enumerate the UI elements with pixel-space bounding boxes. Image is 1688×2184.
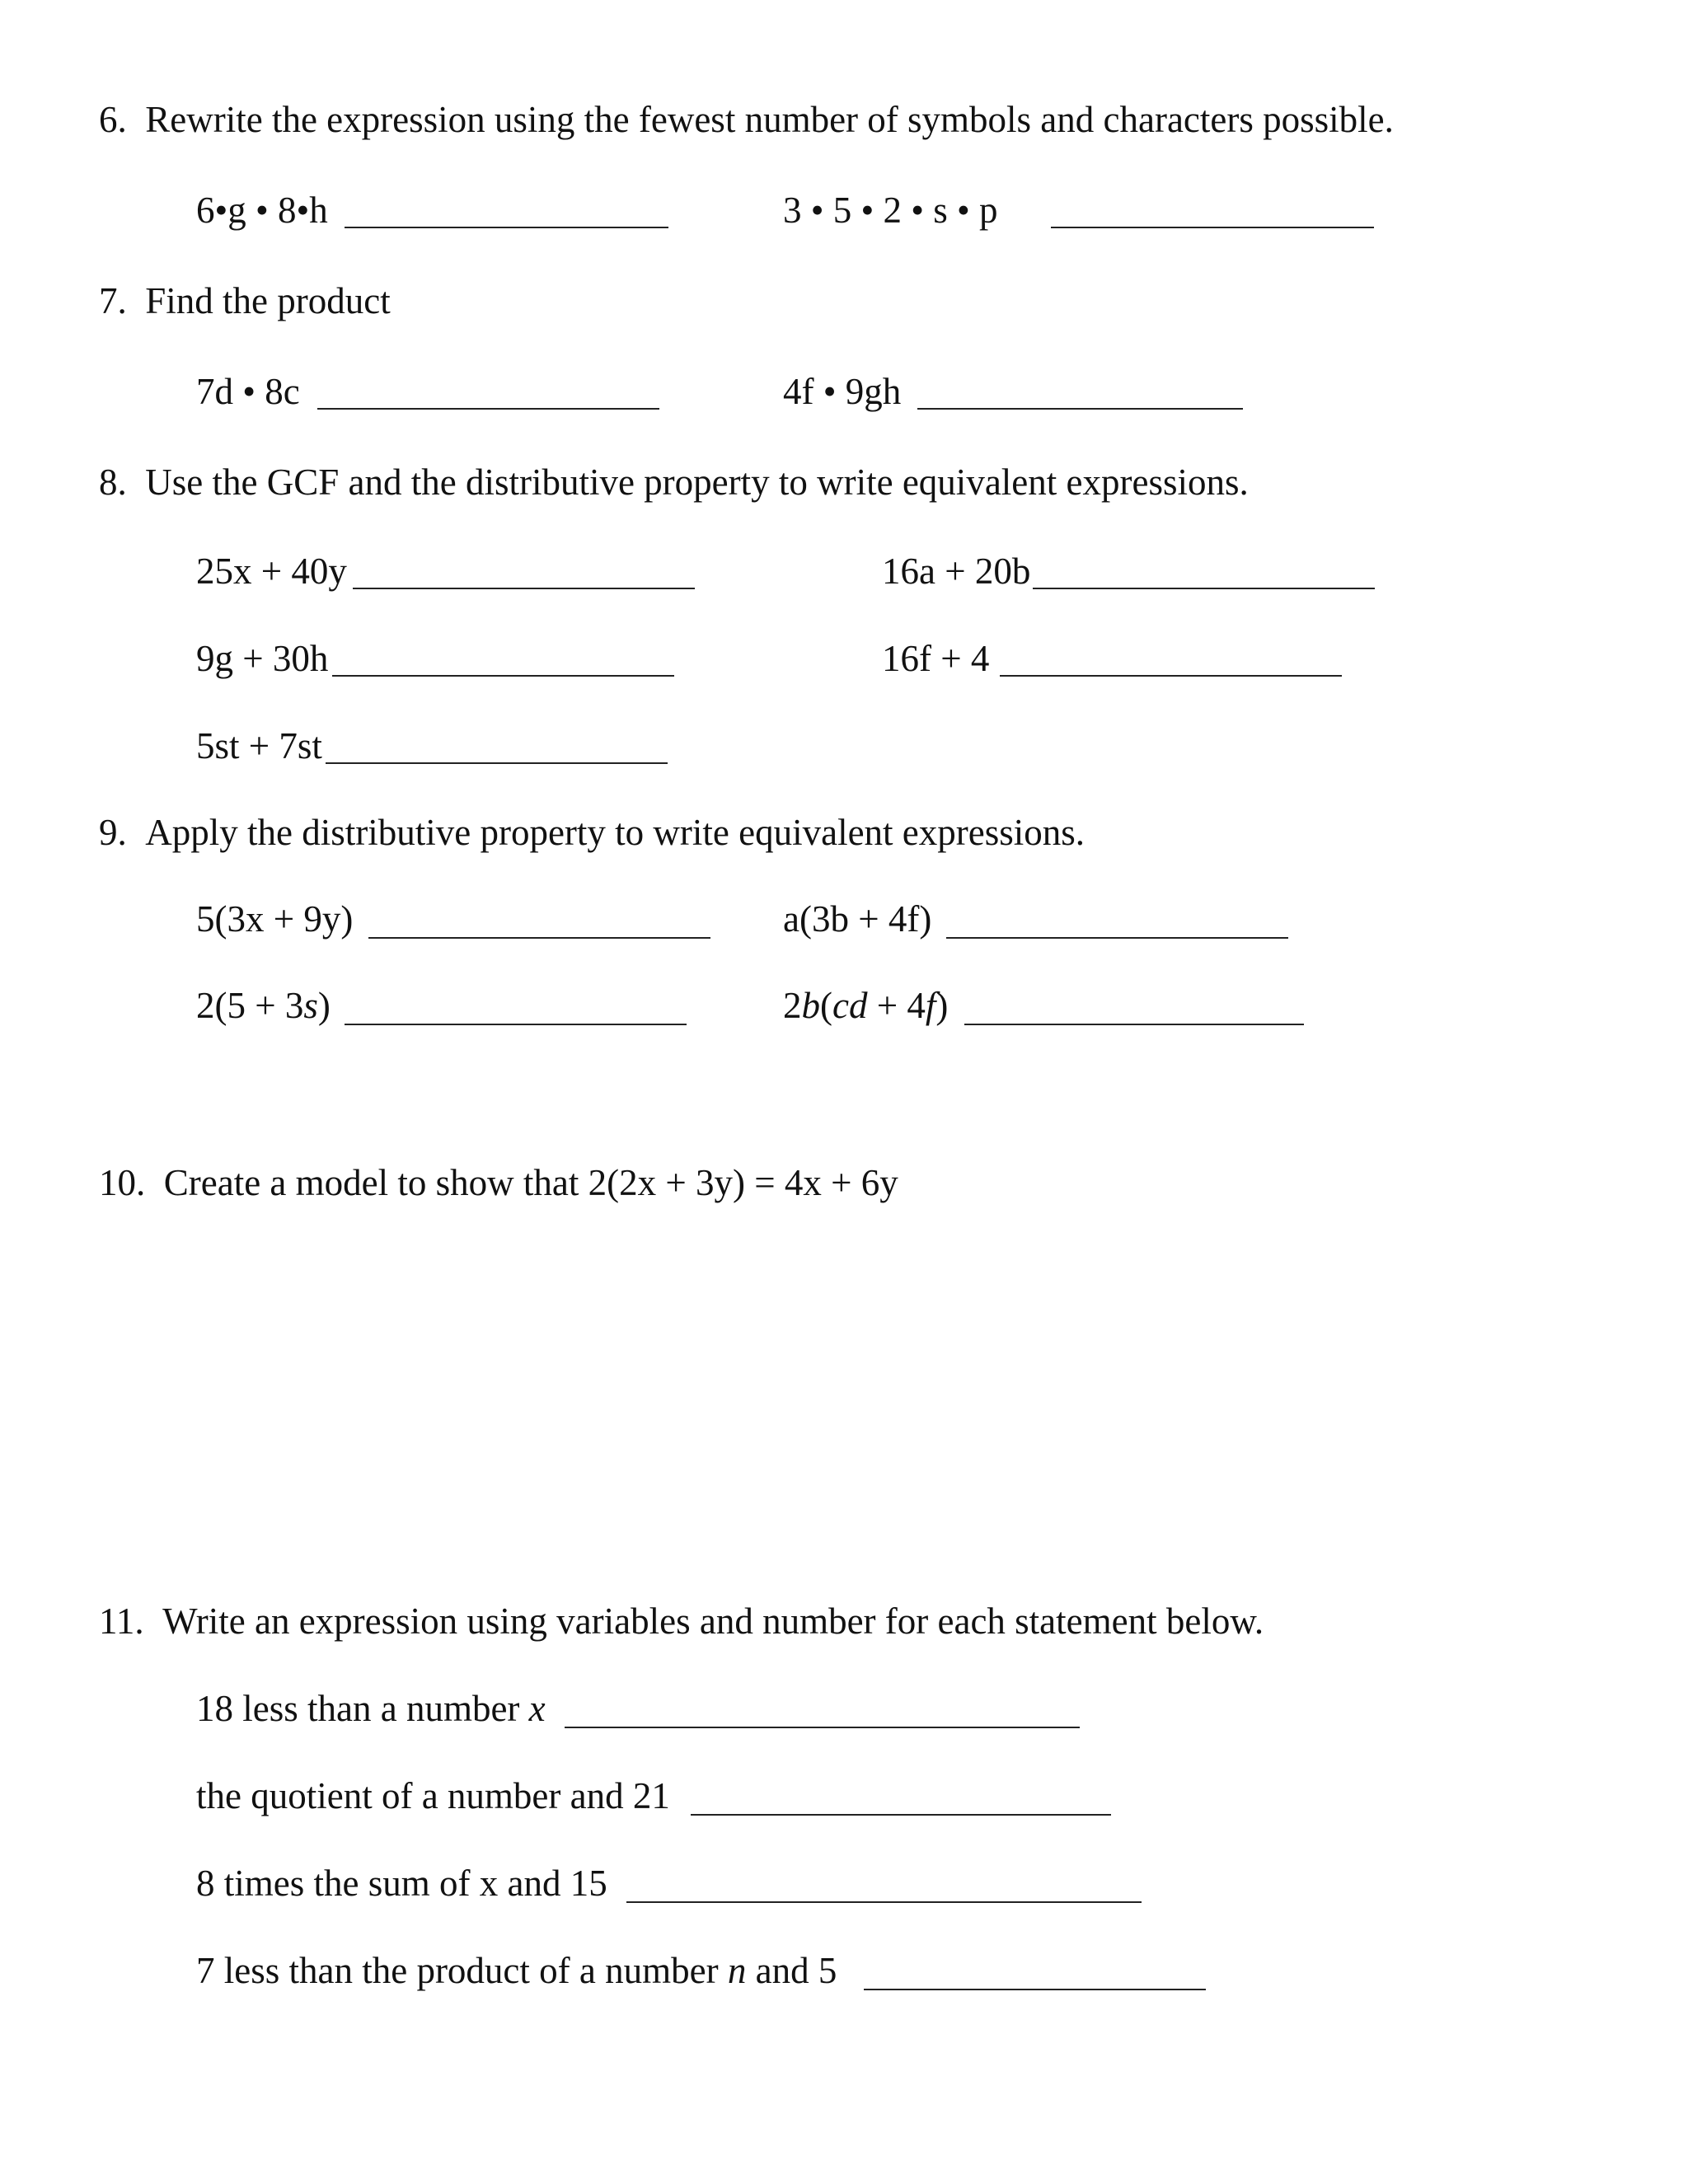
q9-expression-1: 5(3x + 9y)	[196, 898, 354, 940]
q9-answer-blank-3[interactable]	[345, 1024, 687, 1025]
q8-expression-2: 16a + 20b	[882, 551, 1031, 592]
q8-expression-1: 25x + 40y	[196, 551, 347, 592]
q11-statement-3: 8 times the sum of x and 15	[196, 1863, 607, 1904]
q8-answer-blank-1[interactable]	[353, 588, 695, 589]
q6-answer-blank-1[interactable]	[345, 227, 668, 228]
q8-answer-blank-3[interactable]	[332, 675, 674, 677]
q10-model-work-area[interactable]	[99, 1220, 1418, 1582]
question-number: 8.	[99, 462, 127, 503]
question-6-heading	[99, 101, 1394, 138]
q7-expression-1: 7d • 8c	[196, 371, 300, 412]
question-prompt: Find the product	[145, 280, 391, 321]
q11-answer-blank-1[interactable]	[565, 1727, 1080, 1728]
question-prompt: Apply the distributive property to write equivalent expressions.	[145, 812, 1085, 853]
q9-expression-2: a(3b + 4f)	[783, 898, 932, 940]
q8-expression-4: 16f + 4	[882, 638, 990, 679]
q6-expression-1: 6•g • 8•h	[196, 190, 328, 231]
q9-expression-3: 2(5 + 3s)	[196, 985, 331, 1026]
q7-answer-blank-2[interactable]	[917, 408, 1243, 410]
q6-answer-blank-2[interactable]	[1051, 227, 1374, 228]
q9-answer-blank-2[interactable]	[946, 937, 1288, 939]
q8-expression-5: 5st + 7st	[196, 725, 322, 766]
q6-expression-2: 3 • 5 • 2 • s • p	[783, 190, 998, 231]
q8-expression-3: 9g + 30h	[196, 638, 329, 679]
q11-statement-2: the quotient of a number and 21	[196, 1775, 670, 1816]
question-11-heading	[99, 1603, 1264, 1640]
question-prompt: Create a model to show that 2(2x + 3y) = 4x + 6y	[163, 1162, 898, 1203]
q9-expression-4: 2b(cd + 4f)	[783, 985, 949, 1026]
question-number: 11.	[99, 1601, 144, 1642]
question-number: 10.	[99, 1162, 146, 1203]
italic-variable: cd	[832, 985, 868, 1026]
question-prompt: Use the GCF and the distributive property to write equivalent expressions.	[145, 462, 1249, 503]
question-number: 6.	[99, 99, 127, 140]
question-7-heading	[99, 280, 391, 321]
q9-answer-blank-1[interactable]	[368, 937, 710, 939]
q8-answer-blank-4[interactable]	[1000, 675, 1342, 677]
q11-statement-1: 18 less than a number x	[196, 1688, 546, 1729]
q11-statement-4: 7 less than the product of a number n and 5	[196, 1950, 837, 1991]
question-number: 7.	[99, 280, 127, 321]
question-8-heading	[99, 464, 1249, 501]
question-10-heading	[99, 1162, 898, 1203]
q11-answer-blank-2[interactable]	[691, 1814, 1111, 1816]
italic-variable: f	[925, 985, 936, 1026]
q8-answer-blank-5[interactable]	[326, 762, 668, 764]
question-number: 9.	[99, 812, 127, 853]
italic-variable: n	[727, 1950, 747, 1991]
q7-answer-blank-1[interactable]	[317, 408, 659, 410]
italic-variable: s	[303, 985, 318, 1026]
question-prompt: Rewrite the expression using the fewest number of symbols and characters possible.	[145, 99, 1394, 140]
question-9-heading	[99, 814, 1085, 851]
q11-answer-blank-4[interactable]	[864, 1989, 1206, 1990]
q7-expression-2: 4f • 9gh	[783, 371, 902, 412]
italic-variable: x	[528, 1688, 546, 1729]
italic-variable: b	[801, 985, 820, 1026]
q8-answer-blank-2[interactable]	[1033, 588, 1375, 589]
question-prompt: Write an expression using variables and number for each statement below.	[162, 1601, 1264, 1642]
q9-answer-blank-4[interactable]	[964, 1024, 1304, 1025]
q11-answer-blank-3[interactable]	[626, 1901, 1142, 1903]
